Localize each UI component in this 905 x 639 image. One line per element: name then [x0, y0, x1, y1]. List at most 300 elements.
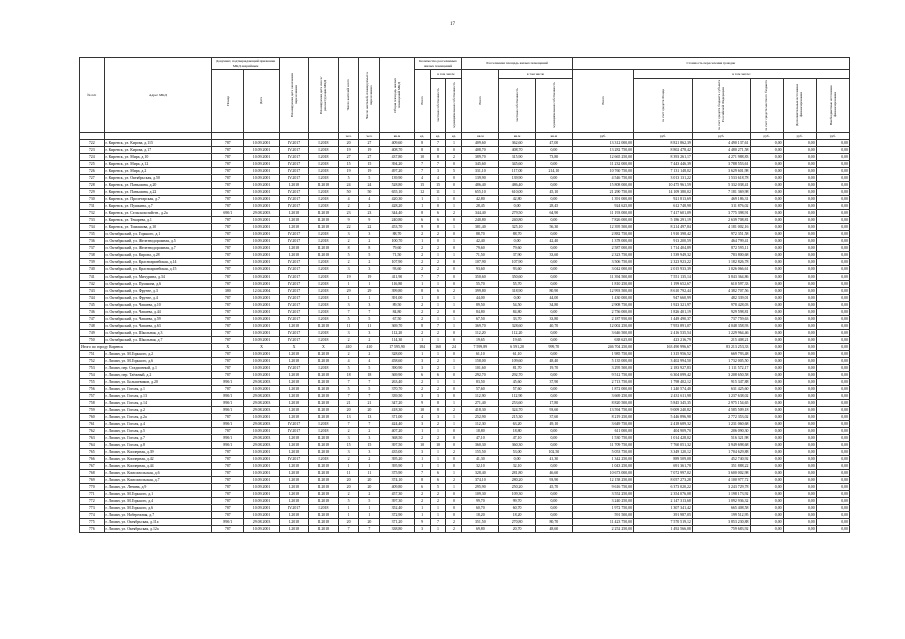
table-cell: 787 — [212, 294, 244, 301]
table-cell: II.2018 — [309, 476, 338, 483]
table-cell: II.2018 — [309, 182, 338, 189]
table-cell: 0,00 — [816, 364, 849, 371]
table-cell: 5 — [338, 175, 359, 182]
table-cell: 18,80 — [499, 427, 536, 434]
table-cell: I.2018 — [279, 406, 308, 413]
table-cell: 0,00 — [535, 175, 572, 182]
table-cell: 60,70 — [462, 505, 499, 512]
table-cell: 0,00 — [750, 498, 783, 505]
table-cell: 1 — [446, 140, 462, 147]
table-cell: 0,00 — [783, 224, 816, 231]
table-cell: 787 — [212, 483, 244, 490]
table-cell: 351 888,22 — [692, 462, 750, 469]
table-cell: 8 — [414, 287, 430, 294]
table-cell: 1 — [430, 505, 446, 512]
table-cell: 11 — [338, 322, 359, 329]
table-cell: 19 — [359, 273, 380, 280]
table-cell: 2 639 708,81 — [692, 217, 750, 224]
table-cell: 0,00 — [816, 287, 849, 294]
address-cell: г. Лиман, ул. Кооперная, д.39 — [104, 448, 212, 455]
table-cell: 1 — [359, 294, 380, 301]
table-row — [80, 196, 850, 203]
table-cell: 0,00 — [816, 392, 849, 399]
table-cell: 29.08.2003 — [244, 420, 280, 427]
table-cell: 1 449 490,37 — [634, 315, 693, 322]
total-label: Итого по городу Киренск — [80, 343, 212, 350]
table-row — [80, 434, 850, 441]
address-cell: г. Лиман, ул. Октябрьская, д.11а — [104, 519, 212, 526]
table-cell: 0,00 — [783, 273, 816, 280]
table-cell: 5 — [338, 385, 359, 392]
table-cell: 691 361,78 — [634, 462, 693, 469]
table-cell: 787 — [212, 512, 244, 519]
table-cell: 10 — [414, 441, 430, 448]
table-cell: 42,40 — [535, 238, 572, 245]
table-cell: 1 014 428,02 — [634, 434, 693, 441]
table-cell: 0,00 — [535, 231, 572, 238]
table-cell: 8 — [430, 406, 446, 413]
table-cell: I.2018 — [309, 287, 338, 294]
table-cell: 5 332 038,41 — [692, 182, 750, 189]
table-row — [80, 462, 850, 469]
table-cell: 0,00 — [783, 406, 816, 413]
table-cell: 84,80 — [499, 308, 536, 315]
table-cell: 772 — [80, 498, 105, 505]
table-cell: 0,00 — [783, 161, 816, 168]
table-cell: I.2018 — [279, 476, 308, 483]
table-cell: 295,90 — [462, 483, 499, 490]
table-cell: 4 — [430, 175, 446, 182]
table-cell: 56,30 — [535, 224, 572, 231]
table-cell: 0,00 — [535, 498, 572, 505]
table-cell: 0,00 — [783, 315, 816, 322]
table-cell: 10 475 961,59 — [634, 182, 693, 189]
table-cell: 3 402 994,50 — [634, 357, 693, 364]
table-cell: 67,50 — [462, 315, 499, 322]
table-cell: 3 — [430, 392, 446, 399]
table-cell: 3 — [430, 413, 446, 420]
table-cell: 420,30 — [380, 196, 414, 203]
table-cell: 787 — [212, 175, 244, 182]
table-cell: 2 — [430, 245, 446, 252]
table-cell: 7 953 891,07 — [634, 322, 693, 329]
table-cell: 2 — [414, 385, 430, 392]
table-cell: 972 351,58 — [692, 231, 750, 238]
table-cell: 1 — [430, 280, 446, 287]
table-cell: I.2018 — [309, 294, 338, 301]
table-cell: II.2018 — [309, 512, 338, 519]
table-cell: 2 354 076,08 — [634, 490, 693, 497]
unit-cell: руб. — [692, 133, 750, 140]
table-cell: 4 — [359, 196, 380, 203]
table-cell: 0,00 — [783, 371, 816, 378]
table-cell: I.2018 — [309, 308, 338, 315]
table-cell: 10.09.2001 — [244, 301, 280, 308]
table-cell: 1 — [414, 294, 430, 301]
table-cell: 1 — [414, 505, 430, 512]
table-cell: 0,00 — [535, 266, 572, 273]
table-cell: 2 — [414, 231, 430, 238]
table-cell: 0 — [430, 294, 446, 301]
table-cell: 0,00 — [535, 336, 572, 343]
table-cell: 338,80 — [380, 526, 414, 533]
table-cell: 1 826 401,19 — [634, 308, 693, 315]
resettlement-table-wrap — [79, 57, 850, 533]
table-cell: 787 — [212, 413, 244, 420]
table-cell: I.2018 — [279, 392, 308, 399]
table-cell: 1 — [446, 378, 462, 385]
table-cell: IV.2017 — [279, 175, 308, 182]
table-cell: 15 — [414, 182, 430, 189]
table-cell: 669 793,48 — [692, 350, 750, 357]
table-cell: 240,80 — [462, 217, 499, 224]
table-cell: 1 182 826,78 — [692, 259, 750, 266]
table-cell: 435,00 — [380, 448, 414, 455]
table-cell: 4 — [359, 357, 380, 364]
table-cell: 753 — [80, 364, 105, 371]
table-cell: I.2018 — [309, 168, 338, 175]
table-cell: 787 — [212, 189, 244, 196]
table-cell: 2 — [359, 238, 380, 245]
table-cell: 54,50 — [499, 301, 536, 308]
total-cell: 246 704 250,00 — [572, 343, 633, 350]
table-cell: 775 — [80, 519, 105, 526]
table-cell: 1 — [414, 196, 430, 203]
table-cell: 93,60 — [499, 266, 536, 273]
address-cell: г. Киренск, ул. Октябрьская, д.50 — [104, 175, 212, 182]
table-cell: 1 — [446, 252, 462, 259]
table-cell: 10.09.2001 — [244, 462, 280, 469]
table-cell: 408,70 — [462, 147, 499, 154]
table-cell: 347,20 — [380, 399, 414, 406]
table-cell: 57,60 — [499, 385, 536, 392]
table-cell: I.2018 — [309, 420, 338, 427]
table-cell: 787 — [212, 231, 244, 238]
table-cell: 2 — [446, 154, 462, 161]
table-cell: 7 551 135,14 — [634, 273, 693, 280]
table-cell: 0 — [430, 238, 446, 245]
address-cell: г. Лиман, ул. Октябрьская, д.12а — [104, 526, 212, 533]
table-cell: 7 760 051,32 — [634, 441, 693, 448]
table-cell: IV.2017 — [279, 266, 308, 273]
total-cell: 0,00 — [750, 343, 783, 350]
table-cell: 0,00 — [750, 273, 783, 280]
table-cell: 787 — [212, 469, 244, 476]
table-cell: 2 — [430, 308, 446, 315]
table-cell: 2 — [338, 203, 359, 210]
table-cell: 1 530 750,00 — [572, 434, 633, 441]
table-cell: 764 — [80, 441, 105, 448]
table-cell: 29.08.2003 — [244, 406, 280, 413]
table-cell: 19 — [359, 147, 380, 154]
table-cell: 29.08.2003 — [244, 519, 280, 526]
table-cell: 787 — [212, 238, 244, 245]
table-cell: 33,70 — [499, 315, 536, 322]
table-cell: 369,90 — [380, 371, 414, 378]
table-cell: 10.09.2001 — [244, 336, 280, 343]
table-cell: 0,00 — [750, 154, 783, 161]
table-cell: 311 876,02 — [692, 203, 750, 210]
table-cell: 10.09.2001 — [244, 224, 280, 231]
table-cell: 0,00 — [750, 238, 783, 245]
table-cell: 0,00 — [816, 441, 849, 448]
table-row — [80, 154, 850, 161]
table-cell: 7 — [430, 140, 446, 147]
table-cell: 0,00 — [535, 245, 572, 252]
address-cell: г. Киренск, ул. Мира, д.10 — [104, 154, 212, 161]
table-row — [80, 476, 850, 483]
table-cell: I.2018 — [309, 273, 338, 280]
table-cell: 665 408,58 — [692, 505, 750, 512]
table-cell: 15 — [359, 161, 380, 168]
table-row — [80, 203, 850, 210]
table-cell: 9 512 750,00 — [572, 371, 633, 378]
table-cell: IV.2017 — [279, 238, 308, 245]
table-cell: 722 — [80, 140, 105, 147]
table-cell: 10.09.2001 — [244, 498, 280, 505]
table-cell: 1 — [430, 350, 446, 357]
table-cell: 787 — [212, 154, 244, 161]
table-cell: 9 — [359, 217, 380, 224]
table-cell: 1 — [414, 203, 430, 210]
table-cell: 755 — [80, 378, 105, 385]
unit-cell: руб. — [783, 133, 816, 140]
table-cell: 57,60 — [462, 385, 499, 392]
table-cell: 0 — [446, 505, 462, 512]
table-cell: 0,00 — [750, 280, 783, 287]
header-rooms-including: в том числе — [430, 70, 462, 79]
table-cell: 787 — [212, 217, 244, 224]
table-cell: 0,00 — [535, 280, 572, 287]
table-cell: 0,00 — [535, 161, 572, 168]
table-cell: 787 — [212, 357, 244, 364]
table-cell: 787 — [212, 196, 244, 203]
table-cell: 2 147 313,68 — [634, 498, 693, 505]
table-cell: 418,30 — [462, 406, 499, 413]
table-cell: 0,00 — [783, 448, 816, 455]
table-cell: 7 570 519,12 — [634, 519, 693, 526]
table-cell: I.2018 — [279, 462, 308, 469]
table-cell: 8 — [338, 245, 359, 252]
table-cell: 787 — [212, 490, 244, 497]
table-cell: 0,00 — [535, 441, 572, 448]
header-residents: Число жителей всего — [338, 58, 359, 133]
table-cell: 0,00 — [783, 252, 816, 259]
table-cell: 29.08.2003 — [244, 434, 280, 441]
table-cell: 0 — [446, 336, 462, 343]
address-cell: п. Октябрьский, ул. Фрунзе, д.3 — [104, 287, 212, 294]
table-cell: 1 923 321,97 — [634, 301, 693, 308]
unit-cell: кв.м — [535, 133, 572, 140]
table-cell: 1 — [414, 512, 430, 519]
table-cell: 42,40 — [462, 238, 499, 245]
table-cell: 0,00 — [783, 168, 816, 175]
table-cell: 610,00 — [499, 189, 536, 196]
table-cell: 2 — [446, 287, 462, 294]
table-cell: 0,00 — [535, 427, 572, 434]
table-cell: 0,00 — [816, 189, 849, 196]
table-cell: 0 — [446, 329, 462, 336]
table-cell: 42,80 — [462, 196, 499, 203]
table-cell: 88,70 — [499, 231, 536, 238]
table-cell: 112,20 — [499, 329, 536, 336]
address-cell: г. Лиман, ул. Комсомольская, д.7 — [104, 476, 212, 483]
table-cell: 787 — [212, 455, 244, 462]
table-cell: 3 — [359, 329, 380, 336]
table-cell: 1 704 629,88 — [692, 448, 750, 455]
header-rooms-group: Количество расселяемых жилых помещений — [414, 58, 462, 70]
total-cell: X — [309, 343, 338, 350]
table-cell: II.2018 — [309, 498, 338, 505]
table-cell: 11 394 500,00 — [572, 273, 633, 280]
table-cell: II.2018 — [309, 519, 338, 526]
table-cell: 1 872 000,00 — [572, 385, 633, 392]
table-cell: 4 — [414, 413, 430, 420]
table-cell: 1 198 173,92 — [692, 490, 750, 497]
table-cell: 0,00 — [750, 469, 783, 476]
table-cell: 2 — [359, 455, 380, 462]
table-cell: 3 — [414, 357, 430, 364]
table-cell: 1 342 250,00 — [572, 455, 633, 462]
table-cell: I.2018 — [309, 161, 338, 168]
table-cell: 10.09.2001 — [244, 231, 280, 238]
table-cell: IV.2017 — [279, 294, 308, 301]
table-cell: 18,20 — [462, 512, 499, 519]
address-cell: г. Лиман, ул. Набережная, д.7 — [104, 512, 212, 519]
table-row — [80, 350, 850, 357]
table-cell: 3 — [359, 448, 380, 455]
table-cell: 5 186 291,19 — [634, 217, 693, 224]
total-cell: X — [212, 343, 244, 350]
address-cell: г. Лиман, ул. М.Горького, д.2 — [104, 350, 212, 357]
table-cell: 394,20 — [380, 161, 414, 168]
table-cell: 250,20 — [499, 483, 536, 490]
table-cell: 0 — [446, 350, 462, 357]
table-cell: 0,00 — [816, 231, 849, 238]
header-rooms-total: Всего — [414, 70, 430, 133]
total-row — [80, 343, 850, 350]
table-cell: 9 — [414, 224, 430, 231]
table-cell: 2 — [446, 519, 462, 526]
table-cell: 8 214 497,84 — [634, 224, 693, 231]
table-cell: I.2018 — [279, 322, 308, 329]
table-cell: 0,00 — [783, 266, 816, 273]
table-cell: 0,00 — [535, 217, 572, 224]
table-cell: 50 — [338, 189, 359, 196]
table-cell: 9 616 750,00 — [572, 483, 633, 490]
table-cell: 0 — [446, 161, 462, 168]
address-cell: п. Октябрьский, ул. Школьная, д.7 — [104, 336, 212, 343]
table-row — [80, 294, 850, 301]
total-cell: X — [279, 343, 308, 350]
table-cell: 8 — [414, 322, 430, 329]
table-cell: 0,00 — [499, 294, 536, 301]
table-cell: 2 — [359, 490, 380, 497]
table-cell: 591 500,00 — [572, 512, 633, 519]
table-cell: 610 597,33 — [692, 280, 750, 287]
table-cell: 7 — [430, 161, 446, 168]
table-cell: 0 — [446, 196, 462, 203]
table-cell: 2 — [430, 357, 446, 364]
table-cell: 369,70 — [462, 322, 499, 329]
header-cost-local: за счет средств местного бюджета — [750, 79, 783, 133]
table-cell: 20 — [338, 140, 359, 147]
unit-cell: руб. — [816, 133, 849, 140]
table-row — [80, 392, 850, 399]
table-cell: 0 — [430, 203, 446, 210]
table-cell: 0,00 — [783, 322, 816, 329]
table-cell: 0,00 — [750, 526, 783, 533]
table-cell: 929 598,81 — [692, 308, 750, 315]
table-cell: 5 053 750,00 — [572, 448, 633, 455]
table-cell: 107,90 — [462, 259, 499, 266]
table-cell: I.2018 — [309, 280, 338, 287]
address-cell: п. Октябрьский, ул. Чапаева, д.44 — [104, 308, 212, 315]
table-cell: 1 985 750,00 — [572, 350, 633, 357]
header-residents-planned: Число жителей, планируемых к переселению — [359, 58, 380, 133]
table-cell: 773 — [80, 505, 105, 512]
table-cell: 101,60 — [462, 364, 499, 371]
table-cell: 2 015 933,39 — [634, 266, 693, 273]
table-cell: 457,30 — [380, 490, 414, 497]
table-cell: I.2018 — [309, 189, 338, 196]
table-cell: I.2018 — [279, 441, 308, 448]
table-cell: 1 315 956,52 — [634, 350, 693, 357]
unit-cell: руб. — [634, 133, 693, 140]
table-cell: 6 373 020,22 — [634, 483, 693, 490]
address-cell: г. Лиман, ул. Комсомольская, д.6 — [104, 469, 212, 476]
table-cell: I.2018 — [279, 526, 308, 533]
table-cell: 1 — [446, 238, 462, 245]
table-cell: 18 — [338, 371, 359, 378]
table-cell: IV.2017 — [279, 301, 308, 308]
table-cell: I.2018 — [309, 364, 338, 371]
table-cell: IV.2017 — [279, 455, 308, 462]
table-cell: 37,90 — [535, 378, 572, 385]
table-cell: 1 231 060,68 — [692, 420, 750, 427]
address-cell: п. Октябрьский, ул. Чапаева, д.59 — [104, 315, 212, 322]
table-cell: 1 — [359, 512, 380, 519]
table-cell: 745 — [80, 301, 105, 308]
table-cell: 0,00 — [783, 420, 816, 427]
table-row — [80, 322, 850, 329]
table-cell: 0,00 — [499, 203, 536, 210]
table-cell: 360,30 — [462, 441, 499, 448]
table-cell: 7 — [414, 161, 430, 168]
table-cell: 139,90 — [462, 175, 499, 182]
table-cell: 787 — [212, 273, 244, 280]
table-cell: II.2018 — [309, 350, 338, 357]
table-cell: 2 908 750,00 — [572, 301, 633, 308]
address-cell: г. Киренск, ул. Сельскохозяйств., д.2а — [104, 210, 212, 217]
table-cell: 770 — [80, 483, 105, 490]
table-cell: 109,30 — [462, 490, 499, 497]
table-row — [80, 357, 850, 364]
table-cell: 0,00 — [535, 462, 572, 469]
table-cell: 10.09.2001 — [244, 490, 280, 497]
table-cell: 0,00 — [816, 413, 849, 420]
table-cell: 452 740,92 — [692, 455, 750, 462]
table-cell: 8 — [414, 210, 430, 217]
table-cell: 10.09.2001 — [244, 512, 280, 519]
table-cell: 758 — [80, 399, 105, 406]
table-cell: 0,00 — [535, 147, 572, 154]
table-cell: IV.2017 — [279, 427, 308, 434]
table-cell: I.2018 — [279, 434, 308, 441]
table-cell: 10.09.2001 — [244, 203, 280, 210]
table-row — [80, 427, 850, 434]
table-cell: 787 — [212, 147, 244, 154]
